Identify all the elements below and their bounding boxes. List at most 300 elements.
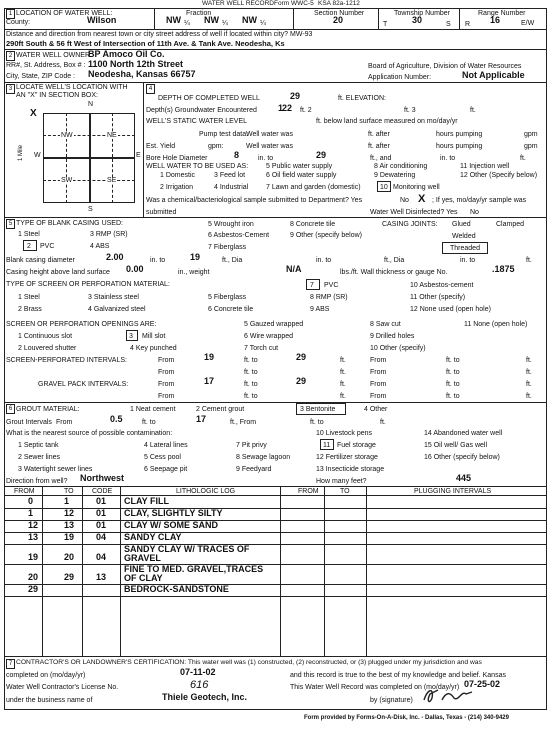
quarter-2: ¼ bbox=[222, 20, 228, 27]
casing-4: 4 ABS bbox=[90, 243, 110, 250]
perf-from-3: From bbox=[158, 369, 175, 376]
divider bbox=[154, 8, 155, 29]
groundwater-1-label: ft. 2 bbox=[300, 107, 312, 114]
pump-gpm: gpm bbox=[524, 131, 538, 138]
diameter-in-to-3: in. to bbox=[460, 257, 476, 264]
screen-8: 8 RMP (SR) bbox=[310, 294, 348, 301]
screen-12: 12 None used (open hole) bbox=[410, 306, 491, 313]
use-2: 2 Irrigation bbox=[160, 184, 194, 191]
col-line bbox=[82, 486, 83, 656]
cert-completed-label: completed on (mo/day/yr) bbox=[6, 672, 86, 679]
section-7-number: 7 bbox=[6, 659, 15, 669]
location-mark: X bbox=[30, 108, 37, 119]
fraction-3: NW bbox=[242, 15, 257, 25]
grout-ft: ft. bbox=[380, 419, 386, 426]
divider bbox=[378, 8, 379, 29]
joints-glued: Glued bbox=[452, 221, 471, 228]
grid-dash bbox=[43, 135, 135, 136]
groundwater-3-label: ft. 3 bbox=[404, 107, 416, 114]
grout-1: 1 Neat cement bbox=[130, 406, 176, 413]
locate-label-1: LOCATE WELL'S LOCATION WITH bbox=[16, 84, 128, 91]
grout-2: 2 Cement grout bbox=[196, 406, 245, 413]
use-5: 5 Public water supply bbox=[266, 163, 333, 170]
screen-9: 9 ABS bbox=[310, 306, 330, 313]
col-line bbox=[42, 486, 43, 656]
log-cell-to: 12 bbox=[64, 508, 75, 518]
screen-10: 10 Asbestos-cement bbox=[410, 282, 474, 289]
depth-ft-elevation: ft. ELEVATION: bbox=[338, 95, 386, 102]
divider bbox=[4, 29, 547, 30]
disinfected-no: No bbox=[470, 209, 479, 216]
casing-5: 5 Wrought iron bbox=[208, 221, 254, 228]
locate-label-2: AN "X" IN SECTION BOX: bbox=[16, 92, 98, 99]
log-row-line bbox=[4, 596, 547, 597]
contam-1: 1 Septic tank bbox=[18, 442, 59, 449]
township-t: T bbox=[383, 21, 388, 28]
chem-question: Was a chemical/bacteriological sample submitted to Department? Yes bbox=[146, 197, 363, 204]
chem-no: No bbox=[400, 197, 409, 204]
screen-6: 6 Concrete tile bbox=[208, 306, 254, 313]
bore-ft-and: ft., and bbox=[370, 155, 392, 162]
log-cell-desc: BEDROCK-SANDSTONE bbox=[124, 584, 229, 594]
cert-license-label: Water Well Contractor's License No. bbox=[6, 684, 119, 691]
log-header-plug-to: TO bbox=[340, 488, 350, 495]
log-cell-desc: SANDY CLAY W/ TRACES OF GRAVEL bbox=[124, 544, 250, 563]
log-header-plug-from: FROM bbox=[298, 488, 319, 495]
use-10-label: Monitoring well bbox=[393, 184, 440, 191]
range-label: Range Number bbox=[478, 10, 526, 17]
owner-label: WATER WELL OWNER: bbox=[16, 52, 92, 59]
perf-from-label: From bbox=[158, 357, 175, 364]
log-cell-code: 13 bbox=[96, 572, 107, 582]
groundwater-2: 22 bbox=[282, 103, 293, 113]
log-cell-code: 01 bbox=[96, 508, 107, 518]
feet-value: 445 bbox=[456, 473, 472, 483]
owner-value: BP Amoco Oil Co. bbox=[88, 49, 165, 59]
use-label: WELL WATER TO BE USED AS: bbox=[146, 163, 249, 170]
application-label: Application Number: bbox=[368, 74, 432, 81]
range-ew: E/W bbox=[521, 20, 535, 27]
gravel-from-value: 17 bbox=[204, 376, 215, 386]
joints-clamped: Clamped bbox=[496, 221, 525, 228]
compass-e: E bbox=[136, 152, 141, 159]
opening-11: 11 None (open hole) bbox=[464, 321, 528, 328]
contam-11-number: 11 bbox=[323, 442, 331, 449]
perf-ft-3: ft. bbox=[340, 369, 346, 376]
diameter-in-to-2: in. to bbox=[316, 257, 332, 264]
casing-3: 3 RMP (SR) bbox=[90, 231, 128, 238]
use-6: 6 Oil field water supply bbox=[266, 172, 337, 179]
joints-threaded: Threaded bbox=[450, 245, 480, 252]
log-header-to: TO bbox=[64, 488, 74, 495]
casing-9: 9 Other (specify below) bbox=[290, 232, 362, 239]
grout-ft-to-2: ft. to bbox=[310, 419, 324, 426]
diameter-in-to: in. to bbox=[150, 257, 166, 264]
screen-5: 5 Fiberglass bbox=[208, 294, 247, 301]
gravel-to-value: 29 bbox=[296, 376, 307, 386]
disinfected-label: Water Well Disinfected? Yes bbox=[370, 209, 458, 216]
perf-from-4: From bbox=[370, 369, 387, 376]
divider bbox=[4, 217, 547, 218]
height-value: 0.00 bbox=[126, 264, 144, 274]
contam-8: 8 Sewage lagoon bbox=[236, 454, 291, 461]
casing-label: TYPE OF BLANK CASING USED: bbox=[16, 220, 123, 227]
yield-gpm: gpm: bbox=[208, 143, 224, 150]
contam-2: 2 Sewer lines bbox=[18, 454, 61, 461]
height-label: Casing height above land surface bbox=[6, 269, 110, 276]
log-cell-to: 20 bbox=[64, 552, 75, 562]
use-1: 1 Domestic bbox=[160, 172, 196, 179]
section-4-number: 4 bbox=[146, 84, 155, 94]
quarter-1: ¼ bbox=[184, 20, 190, 27]
divider bbox=[143, 82, 144, 217]
city-label: City, State, ZIP Code : bbox=[6, 73, 75, 80]
cert-license-value: 616 bbox=[190, 679, 209, 691]
col-line bbox=[324, 486, 325, 656]
section-3-number: 3 bbox=[6, 84, 15, 94]
casing-2-label: PVC bbox=[40, 243, 55, 250]
city-value: Neodesha, Kansas 66757 bbox=[88, 69, 196, 79]
opening-9: 9 Drilled holes bbox=[370, 333, 415, 340]
weight-lbs: lbs./ft. Wall thickness or gauge No. bbox=[340, 269, 448, 276]
use-11: 11 Injection well bbox=[460, 163, 510, 170]
footer-credit: Form provided by Forms-On-A-Disk, Inc. - Dallas, Texas - (214) 340-9429 bbox=[304, 715, 509, 721]
joints-label: CASING JOINTS: bbox=[382, 221, 438, 228]
yield-hours: hours pumping bbox=[436, 143, 483, 150]
fraction-2: NW bbox=[204, 15, 219, 25]
opening-2: 2 Louvered shutter bbox=[18, 345, 77, 352]
gravel-from-2: From bbox=[370, 381, 387, 388]
gravel-ft-to-3: ft. to bbox=[244, 393, 258, 400]
gravel-ft-2: ft. bbox=[526, 381, 532, 388]
perf-ft-2: ft. bbox=[526, 357, 532, 364]
grout-3: 3 Bentonite bbox=[300, 406, 336, 413]
contam-15: 15 Oil well/ Gas well bbox=[424, 442, 488, 449]
log-cell-to: 19 bbox=[64, 532, 75, 542]
gravel-ft-to-4: ft. to bbox=[446, 393, 460, 400]
pump-well-water: Well water was bbox=[246, 131, 293, 138]
mile-label: 1 Mile bbox=[18, 144, 25, 162]
cert-signature-label: by (signature) bbox=[370, 697, 413, 704]
gravel-from-3: From bbox=[158, 393, 175, 400]
grout-4: 4 Other bbox=[364, 406, 388, 413]
section-number-value: 20 bbox=[333, 15, 344, 25]
col-line bbox=[366, 486, 367, 656]
gravel-ft-3: ft. bbox=[340, 393, 346, 400]
divider bbox=[459, 8, 460, 29]
bore-ft: ft. bbox=[520, 155, 526, 162]
divider bbox=[4, 486, 547, 487]
direction-label: Direction from well? bbox=[6, 478, 68, 485]
contam-16: 16 Other (specify below) bbox=[424, 454, 500, 461]
use-4: 4 Industrial bbox=[214, 184, 249, 191]
bore-value: 8 bbox=[234, 150, 240, 160]
log-cell-from: 1 bbox=[28, 508, 34, 518]
compass-w: W bbox=[34, 152, 41, 159]
grid-hline bbox=[43, 157, 135, 159]
contam-5: 5 Cess pool bbox=[144, 454, 181, 461]
contamination-label: What is the nearest source of possible contamination: bbox=[6, 430, 173, 437]
screen-7-label: PVC bbox=[324, 282, 339, 289]
board-label: Board of Agriculture, Division of Water Resources bbox=[368, 63, 522, 70]
fraction-label: Fraction bbox=[186, 10, 212, 17]
gravel-ft-to: ft. to bbox=[244, 381, 258, 388]
pump-ft-after: ft. after bbox=[368, 131, 390, 138]
casing-8: 8 Concrete tile bbox=[290, 221, 336, 228]
depth-value: 29 bbox=[290, 91, 301, 101]
opening-7: 7 Torch cut bbox=[244, 345, 279, 352]
groundwater-label: Depth(s) Groundwater Encountered bbox=[146, 107, 257, 114]
log-cell-desc: SANDY CLAY bbox=[124, 532, 182, 542]
grout-ft-from: ft., From bbox=[230, 419, 257, 426]
use-12: 12 Other (Specify below) bbox=[460, 172, 538, 179]
yield-well-water: Well water was bbox=[246, 143, 293, 150]
casing-6: 6 Asbestos-Cement bbox=[208, 232, 270, 239]
pump-hours: hours pumping bbox=[436, 131, 483, 138]
contam-10: 10 Livestock pens bbox=[316, 430, 373, 437]
perf-ft-to-4: ft. to bbox=[446, 369, 460, 376]
contam-7: 7 Pit privy bbox=[236, 442, 267, 449]
compass-n: N bbox=[88, 101, 94, 108]
cert-line-1: CONTRACTOR'S OR LANDOWNER'S CERTIFICATION: This water well was (1) constructed, (2) reconstructed, or (3) plugged under my jurisdiction and was bbox=[16, 659, 482, 666]
section-number-label: Section Number bbox=[314, 10, 365, 17]
contam-11-label: Fuel storage bbox=[337, 442, 376, 449]
quarter-3: ¼ bbox=[260, 20, 266, 27]
joints-welded: Welded bbox=[452, 233, 476, 240]
use-9: 9 Dewatering bbox=[374, 172, 416, 179]
contam-3: 3 Watertight sewer lines bbox=[18, 466, 93, 473]
grid-dash bbox=[112, 113, 113, 203]
range-r: R bbox=[465, 21, 471, 28]
use-7: 7 Lawn and garden (domestic) bbox=[266, 184, 361, 191]
pump-label: Pump test data: bbox=[199, 131, 249, 138]
log-cell-code: 04 bbox=[96, 532, 107, 542]
application-value: Not Applicable bbox=[462, 70, 525, 80]
opening-3-label: Mill slot bbox=[142, 333, 166, 340]
static-label: WELL'S STATIC WATER LEVEL bbox=[146, 118, 248, 125]
gravel-from-4: From bbox=[370, 393, 387, 400]
log-cell-from: 29 bbox=[28, 584, 39, 594]
section-6-number: 6 bbox=[6, 404, 15, 414]
form-statute: KSA 82a-1212 bbox=[318, 0, 360, 7]
township-label: Township Number bbox=[394, 10, 451, 17]
casing-7: 7 Fiberglass bbox=[208, 244, 247, 251]
grout-from-label: From bbox=[56, 419, 73, 426]
section-5-number: 5 bbox=[6, 219, 15, 229]
chem-tail: ; If yes, mo/day/yr sample was bbox=[432, 197, 527, 204]
bore-label: Bore Hole Diameter bbox=[146, 155, 208, 162]
grout-label: GROUT MATERIAL: bbox=[16, 406, 80, 413]
diameter-ft: ft. bbox=[526, 257, 532, 264]
opening-4: 4 Key punched bbox=[130, 345, 177, 352]
screen-7-number: 7 bbox=[310, 282, 314, 289]
gravel-ft-to-2: ft. to bbox=[446, 381, 460, 388]
height-in-weight: in., weight bbox=[178, 269, 210, 276]
bore-to-value: 29 bbox=[316, 150, 327, 160]
perforated-label: SCREEN-PERFORATED INTERVALS: bbox=[6, 357, 127, 364]
quad-nw: NW bbox=[61, 132, 73, 139]
log-cell-code: 04 bbox=[96, 552, 107, 562]
log-cell-from: 20 bbox=[28, 572, 39, 582]
log-cell-code: 01 bbox=[96, 496, 107, 506]
feet-label: How many feet? bbox=[316, 478, 367, 485]
use-8: 8 Air conditioning bbox=[374, 163, 428, 170]
address-value: 1100 North 12th Street bbox=[88, 59, 184, 69]
opening-3-number: 3 bbox=[129, 333, 133, 340]
screen-1: 1 Steel bbox=[18, 294, 40, 301]
log-cell-to: 29 bbox=[64, 572, 75, 582]
log-cell-from: 13 bbox=[28, 532, 39, 542]
perf-from-value: 19 bbox=[204, 352, 215, 362]
screen-11: 11 Other (specify) bbox=[410, 294, 466, 301]
opening-10: 10 Other (specify) bbox=[370, 345, 426, 352]
county-label: County: bbox=[6, 19, 31, 26]
quad-ne: NE bbox=[107, 132, 117, 139]
township-value: 30 bbox=[412, 15, 423, 25]
section-2-number: 2 bbox=[6, 51, 15, 61]
col-line bbox=[120, 486, 121, 656]
grid-dash bbox=[66, 113, 67, 203]
cert-business-label: under the business name of bbox=[6, 697, 93, 704]
static-tail: ft. below land surface measured on mo/day/yr bbox=[316, 118, 458, 125]
opening-8: 8 Saw cut bbox=[370, 321, 401, 328]
grout-ft-to: ft. to bbox=[142, 419, 156, 426]
depth-label: DEPTH OF COMPLETED WELL bbox=[158, 95, 260, 102]
cert-record-value: 07-25-02 bbox=[464, 679, 501, 689]
range-value: 16 bbox=[490, 15, 501, 25]
form-title: WATER WELL RECORD bbox=[202, 0, 274, 7]
grout-intervals-label: Grout Intervals bbox=[6, 419, 52, 426]
gauge-value: .1875 bbox=[492, 264, 515, 274]
gravel-from-label: From bbox=[158, 381, 175, 388]
diameter-label: Blank casing diameter bbox=[6, 257, 75, 264]
yield-label: Est. Yield bbox=[146, 143, 176, 150]
section-1-number: 1 bbox=[6, 9, 15, 19]
direction-value: Northwest bbox=[80, 473, 125, 483]
log-cell-from: 0 bbox=[28, 496, 34, 506]
use-10-number: 10 bbox=[380, 184, 388, 191]
yield-ft-after: ft. after bbox=[368, 143, 390, 150]
log-cell-desc: CLAY FILL bbox=[124, 496, 170, 506]
screen-4: 4 Galvanized steel bbox=[88, 306, 146, 313]
location-label: LOCATION OF WATER WELL: bbox=[16, 10, 113, 17]
county-value: Wilson bbox=[87, 15, 117, 25]
gravel-ft: ft. bbox=[340, 381, 346, 388]
contam-9: 9 Feedyard bbox=[236, 466, 272, 473]
contam-12: 12 Fertilizer storage bbox=[316, 454, 378, 461]
chem-no-mark: X bbox=[418, 193, 426, 205]
submitted-label: submitted bbox=[146, 209, 177, 216]
perf-ft: ft. bbox=[340, 357, 346, 364]
diameter-ft-dia: ft., Dia bbox=[222, 257, 243, 264]
grout-from-value: 0.5 bbox=[110, 414, 123, 424]
opening-1: 1 Continuous slot bbox=[18, 333, 73, 340]
log-row-line bbox=[4, 532, 547, 533]
divider bbox=[4, 82, 547, 83]
gravel-ft-4: ft. bbox=[526, 393, 532, 400]
groundwater-1: 1 bbox=[278, 103, 284, 113]
log-cell-desc: CLAY W/ SOME SAND bbox=[124, 520, 219, 530]
township-s: S bbox=[446, 21, 451, 28]
opening-5: 5 Gauzed wrapped bbox=[244, 321, 304, 328]
log-header-plugging: PLUGGING INTERVALS bbox=[414, 488, 492, 495]
diameter-ft-dia-2: ft., Dia bbox=[384, 257, 405, 264]
screen-label: TYPE OF SCREEN OR PERFORATION MATERIAL: bbox=[6, 281, 170, 288]
log-header-lithologic: LITHOLOGIC LOG bbox=[176, 488, 236, 495]
cert-true-record: and this record is true to the best of my knowledge and belief. Kansas bbox=[290, 672, 506, 679]
bore-in-to: in. to bbox=[258, 155, 274, 162]
casing-1: 1 Steel bbox=[18, 231, 40, 238]
divider bbox=[4, 495, 547, 496]
divider bbox=[4, 49, 547, 50]
log-header-from: FROM bbox=[14, 488, 35, 495]
quad-se: SE bbox=[107, 177, 117, 184]
distance-value: 290ft South & 56 ft West of Intersection of 11th Ave. & Tank Ave. Neodesha, Ks bbox=[6, 39, 285, 48]
cert-business-value: Thiele Geotech, Inc. bbox=[162, 692, 248, 702]
screen-3: 3 Stainless steel bbox=[88, 294, 139, 301]
openings-label: SCREEN OR PERFORATION OPENINGS ARE: bbox=[6, 321, 157, 328]
perf-ft-4: ft. bbox=[526, 369, 532, 376]
perf-to-value: 29 bbox=[296, 352, 307, 362]
diameter-value: 2.00 bbox=[106, 252, 124, 262]
bore-in-to-2: in. to bbox=[440, 155, 456, 162]
log-row-line bbox=[4, 508, 547, 509]
contam-4: 4 Lateral lines bbox=[144, 442, 188, 449]
divider bbox=[4, 656, 547, 657]
log-cell-code: 01 bbox=[96, 520, 107, 530]
screen-2: 2 Brass bbox=[18, 306, 42, 313]
log-cell-desc: CLAY, SLIGHTLY SILTY bbox=[124, 508, 223, 518]
log-cell-from: 12 bbox=[28, 520, 39, 530]
perf-ft-to-2: ft. to bbox=[446, 357, 460, 364]
log-cell-from: 19 bbox=[28, 552, 39, 562]
perf-ft-to-3: ft. to bbox=[244, 369, 258, 376]
form-number: Form WWC-5 bbox=[274, 0, 314, 7]
contam-14: 14 Abandoned water well bbox=[424, 430, 503, 437]
gravel-label: GRAVEL PACK INTERVALS: bbox=[38, 381, 129, 388]
grout-to-value: 17 bbox=[196, 414, 207, 424]
log-cell-to: 1 bbox=[64, 496, 70, 506]
diameter-to-value: 19 bbox=[190, 252, 201, 262]
perf-from-2: From bbox=[370, 357, 387, 364]
signature bbox=[420, 684, 476, 706]
contam-13: 13 Insecticide storage bbox=[316, 466, 385, 473]
opening-6: 6 Wire wrapped bbox=[244, 333, 294, 340]
cert-record-label: This Water Well Record was completed on (mo/day/yr) bbox=[290, 684, 460, 691]
log-row-line bbox=[4, 520, 547, 521]
log-cell-to: 13 bbox=[64, 520, 75, 530]
divider bbox=[4, 402, 547, 403]
use-3: 3 Feed lot bbox=[214, 172, 246, 179]
col-line bbox=[280, 486, 281, 656]
groundwater-ft: ft. bbox=[470, 107, 476, 114]
contam-6: 6 Seepage pit bbox=[144, 466, 188, 473]
weight-value: N/A bbox=[286, 264, 302, 274]
fraction-1: NW bbox=[166, 15, 181, 25]
distance-label: Distance and direction from nearest town or city street address of well if located within city? MW-93 bbox=[6, 31, 313, 38]
log-header-code: CODE bbox=[92, 488, 113, 495]
casing-2-number: 2 bbox=[27, 243, 31, 250]
perf-ft-to: ft. to bbox=[244, 357, 258, 364]
divider bbox=[293, 8, 294, 29]
address-label: RR#, St. Address, Box # : bbox=[6, 62, 86, 69]
log-cell-desc: FINE TO MED. GRAVEL,TRACES OF CLAY bbox=[124, 564, 264, 583]
compass-s: S bbox=[88, 206, 93, 213]
quad-sw: SW bbox=[61, 177, 73, 184]
grid-dash bbox=[43, 180, 135, 181]
log-row-line bbox=[4, 584, 547, 585]
cert-completed-value: 07-11-02 bbox=[180, 667, 216, 677]
